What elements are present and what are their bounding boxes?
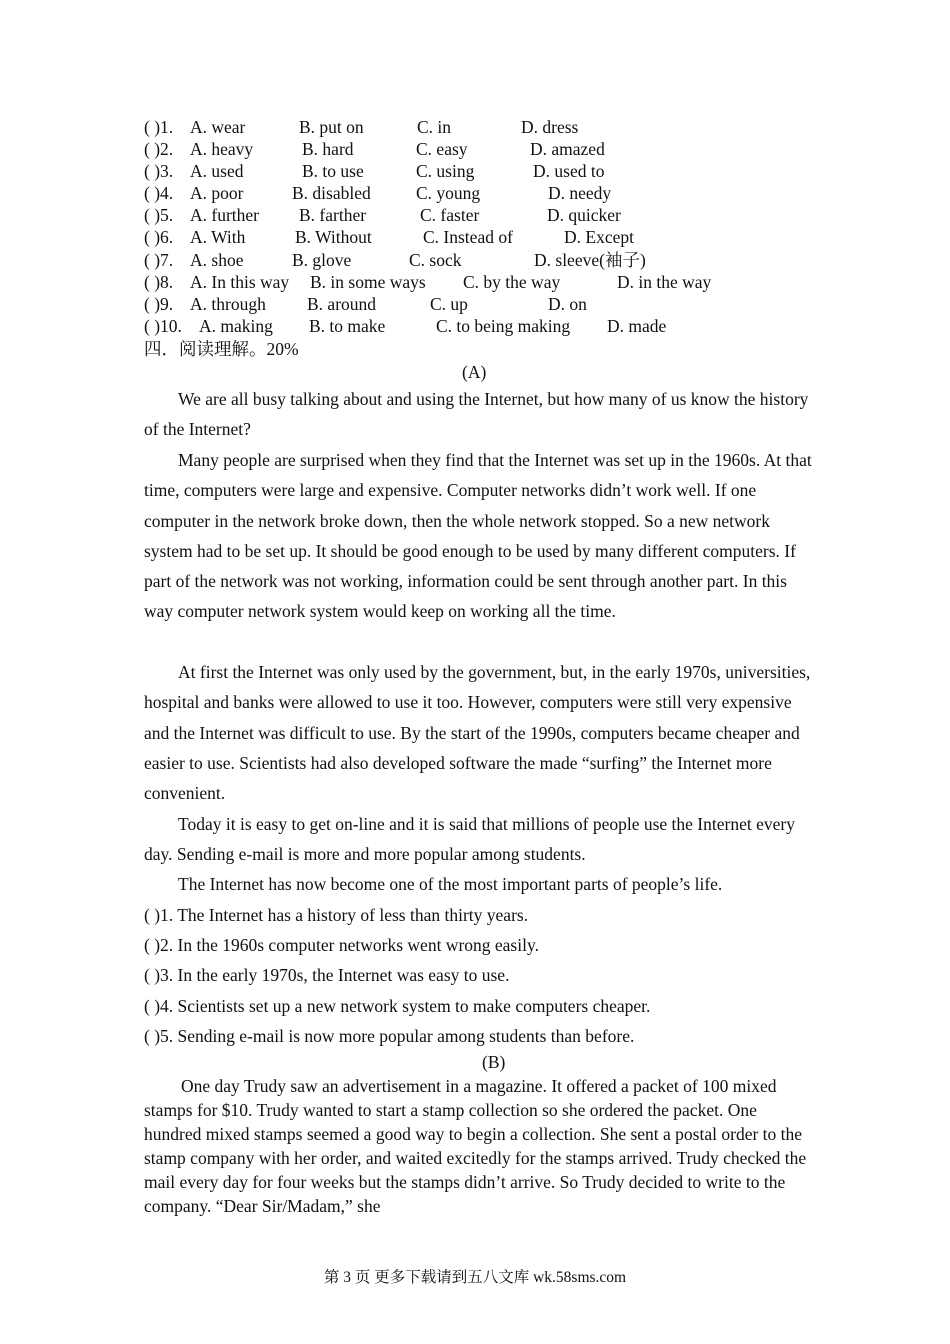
option-d: D. used to [533,161,605,181]
passage-a-paragraph: Many people are surprised when they find that the Internet was set up in the 1960s. At that time, computers were large and expensive. Computer networks didn’t work well. If one computer in the network broke down, then the whole network stopped. So a new network system had to be set up. It should be good enough to be used by many different computers. If part of the network was not working, information could be sent through another part. In this way computer network system would keep on working all the time. [144,450,812,622]
option-number: ( )1. [144,117,174,137]
true-false-question: ( )4. Scientists set up a new network system to make computers cheaper. [144,996,651,1016]
option-b: B. put on [299,117,364,137]
option-b: B. to make [309,316,386,336]
option-a: A. In this way [190,272,290,292]
option-a: A. shoe [190,250,244,270]
option-c: C. faster [420,205,480,225]
true-false-question: ( )3. In the early 1970s, the Internet was easy to use. [144,965,510,985]
option-c: C. by the way [463,272,561,292]
option-number: ( )8. [144,272,174,292]
option-number: ( )7. [144,250,174,270]
option-d: D. in the way [617,272,712,292]
option-c: C. sock [409,250,462,270]
option-d: D. needy [548,183,612,203]
option-number: ( )2. [144,139,174,159]
option-b: B. farther [299,205,367,225]
option-a: A. making [199,316,273,336]
true-false-question: ( )1. The Internet has a history of less than thirty years. [144,905,529,925]
option-d: D. on [548,294,587,314]
option-a: A. With [190,227,246,247]
passage-a-paragraph: We are all busy talking about and using the Internet, but how many of us know the history of the Internet? [144,389,809,440]
option-d: D. made [607,316,667,336]
option-c: C. in [417,117,452,137]
option-c: C. Instead of [423,227,513,247]
section-title: 四．阅读理解。20% [144,339,299,359]
option-number: ( )9. [144,294,174,314]
option-number: ( )6. [144,227,174,247]
option-a: A. heavy [190,139,254,159]
option-b: B. in some ways [310,272,426,292]
option-b: B. to use [302,161,364,181]
option-d: D. sleeve(袖子) [534,250,646,270]
option-a: A. poor [190,183,244,203]
option-c: C. using [416,161,475,181]
option-d: D. dress [521,117,579,137]
page-footer: 第 3 页 更多下载请到五八文库 wk.58sms.com [323,1269,627,1286]
option-a: A. used [190,161,244,181]
true-false-question: ( )2. In the 1960s computer networks went wrong easily. [144,935,539,955]
option-b: B. glove [292,250,352,270]
option-d: D. Except [564,227,634,247]
passage-a-paragraph: At first the Internet was only used by the government, but, in the early 1970s, universities, hospital and banks were allowed to use it too. However, computers were still very expensive and the Internet was difficult to use. By the start of the 1990s, computers became cheaper and easier to use. Scientists had also developed software the made “surfing” the Internet more convenient. [144,662,811,804]
option-number: ( )5. [144,205,174,225]
option-c: C. to being making [436,316,571,336]
option-number: ( )10. [144,316,182,336]
option-number: ( )4. [144,183,174,203]
option-b: B. Without [295,227,372,247]
option-a: A. further [190,205,260,225]
option-b: B. around [307,294,377,314]
option-c: C. young [416,183,481,203]
passage-a-paragraph: The Internet has now become one of the most important parts of people’s life. [178,874,723,894]
option-b: B. disabled [292,183,371,203]
passage-a-label: (A) [462,362,487,382]
option-number: ( )3. [144,161,174,181]
option-c: C. easy [416,139,468,159]
true-false-question: ( )5. Sending e-mail is now more popular among students than before. [144,1026,635,1046]
option-a: A. through [190,294,266,314]
option-a: A. wear [190,117,246,137]
option-d: D. quicker [547,205,621,225]
option-c: C. up [430,294,468,314]
passage-b-label: (B) [482,1052,506,1072]
passage-b-paragraph: One day Trudy saw an advertisement in a magazine. It offered a packet of 100 mixed stamps for $10. Trudy wanted to start a stamp collection so she ordered the packet. One hundred mixed stamps seemed a good way to begin a collection. She sent a postal order to the stamp company with her order, and waited excitedly for the stamps arrived. Trudy checked the mail every day for four weeks but the stamps didn’t arrive. So Trudy decided to write to the company. “Dear Sir/Madam,” she [144,1076,807,1216]
passage-a-paragraph: Today it is easy to get on-line and it is said that millions of people use the Internet every day. Sending e-mail is more and more popular among students. [144,814,795,865]
option-b: B. hard [302,139,354,159]
option-d: D. amazed [530,139,605,159]
